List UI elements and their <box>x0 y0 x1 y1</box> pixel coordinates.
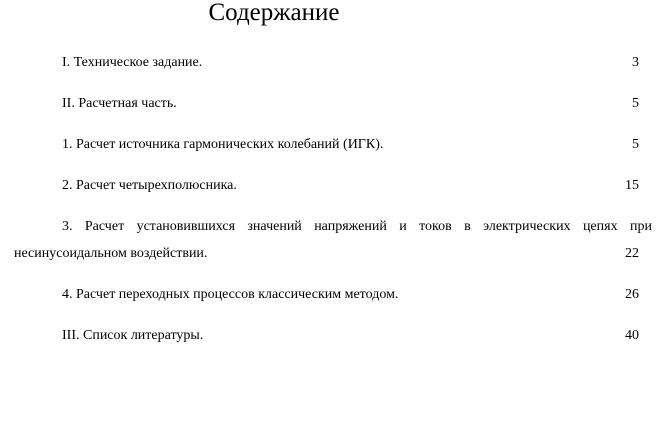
page-title: Содержание <box>208 0 340 26</box>
toc-entry-label-line2: несинусоидальном воздействии. <box>14 246 208 261</box>
toc-entry-label: 2. Расчет четырехполюсника. <box>62 178 237 193</box>
toc-entry-page: 40 <box>625 328 639 343</box>
toc-entry-page: 26 <box>625 287 639 302</box>
toc-entry-page: 3 <box>632 55 639 70</box>
toc-entry-page: 5 <box>632 96 639 111</box>
toc-entry-label: 1. Расчет источника гармонических колебаний (ИГК). <box>62 137 384 152</box>
toc-entry-label: III. Список литературы. <box>62 328 204 343</box>
toc-entry-label-line1: 3. Расчет установившихся значений напряжений и токов в электрических цепях при <box>62 219 652 234</box>
toc-entry-label: I. Техническое задание. <box>62 55 203 70</box>
toc-entry-page: 22 <box>625 246 639 261</box>
toc-entry-page: 15 <box>625 178 639 193</box>
toc-entry-page: 5 <box>632 137 639 152</box>
toc-entry-label: 4. Расчет переходных процессов классическим методом. <box>62 287 399 302</box>
toc-entry-label: II. Расчетная часть. <box>62 96 177 111</box>
